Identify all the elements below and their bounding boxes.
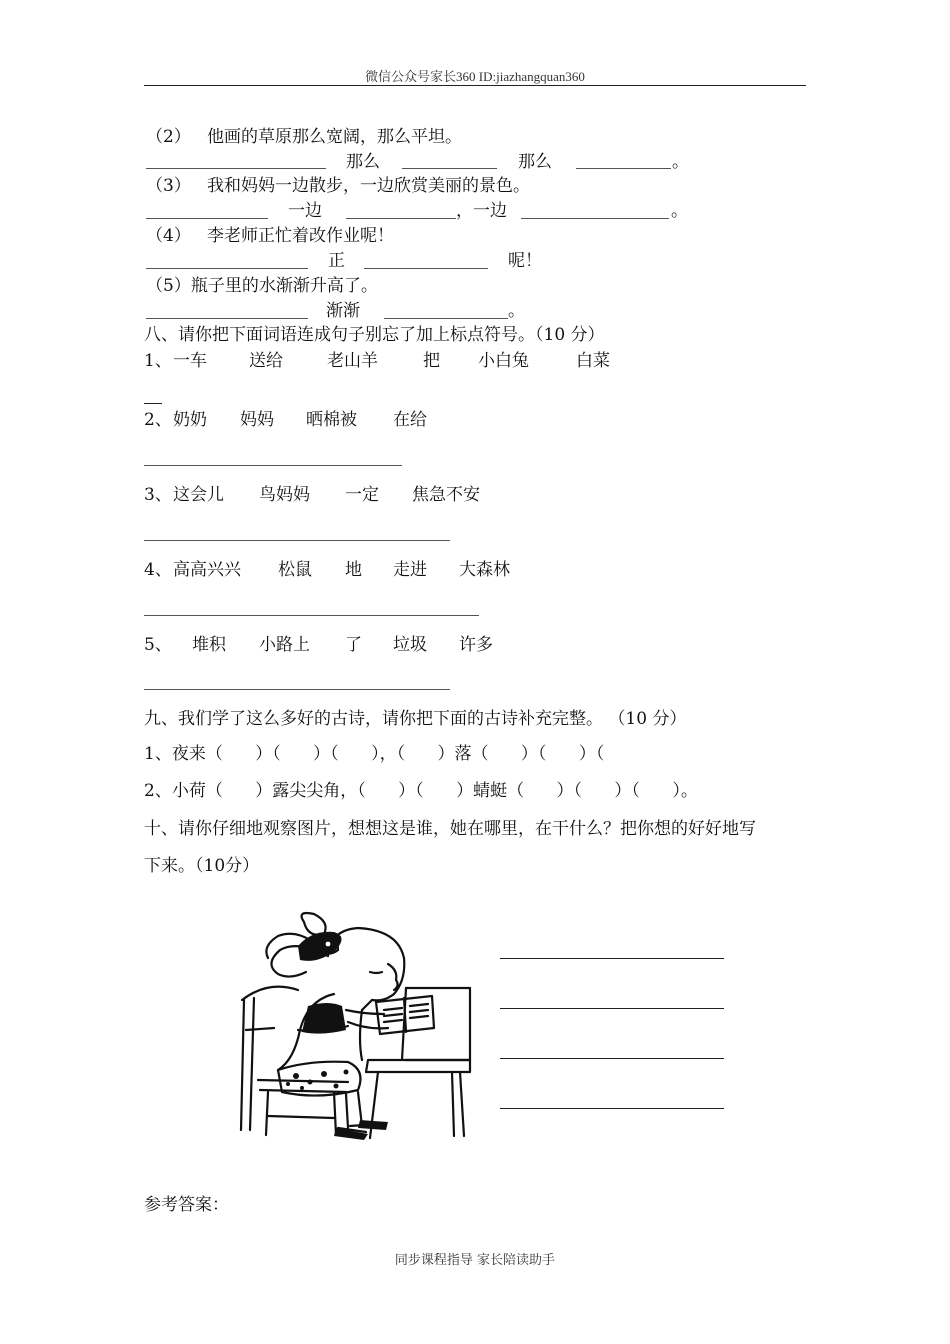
q8-5-word: 了 bbox=[345, 635, 362, 655]
q8-3-word: 焦急不安 bbox=[412, 485, 480, 505]
page-footer: 同步课程指导 家长陪读助手 bbox=[394, 1253, 556, 1268]
q8-1-word: 老山羊 bbox=[327, 351, 378, 371]
q8-5-word: 垃圾 bbox=[393, 635, 427, 655]
q8-2-answer-line[interactable] bbox=[144, 465, 402, 466]
q8-1-word: 白菜 bbox=[576, 351, 610, 371]
q8-2-word: 在给 bbox=[393, 410, 427, 430]
writing-line-3[interactable] bbox=[500, 1058, 724, 1059]
q8-3-answer-line[interactable] bbox=[144, 540, 450, 541]
section-9-title: 九、我们学了这么多好的古诗，请你把下面的古诗补充完整。 （10 分） bbox=[144, 709, 687, 729]
q7-3-end: 。 bbox=[671, 201, 688, 221]
q8-3-word: 这会儿 bbox=[173, 485, 224, 505]
section-8-title: 八、请你把下面词语连成句子别忘了加上标点符号。（10 分） bbox=[144, 325, 605, 345]
q7-2-blank-1[interactable] bbox=[146, 168, 326, 169]
q7-4-prompt: （4） 李老师正忙着改作业呢！ bbox=[146, 226, 395, 246]
q8-4-word: 高高兴兴 bbox=[173, 560, 241, 580]
q7-3-prompt: （3） 我和妈妈一边散步，一边欣赏美丽的景色。 bbox=[146, 176, 531, 196]
q8-1-num: 1、 bbox=[144, 351, 172, 371]
q8-1-word: 一车 bbox=[173, 351, 207, 371]
q8-4-word: 走进 bbox=[393, 560, 427, 580]
q8-4-answer-line[interactable] bbox=[144, 615, 479, 616]
q8-3-word: 鸟妈妈 bbox=[259, 485, 310, 505]
q7-5-end: 。 bbox=[508, 301, 525, 321]
q7-4-word-1: 正 bbox=[328, 251, 345, 271]
q8-2-num: 2、 bbox=[144, 410, 172, 430]
q8-5-word: 堆积 bbox=[192, 635, 226, 655]
writing-line-2[interactable] bbox=[500, 1008, 724, 1009]
q7-3-blank-1[interactable] bbox=[146, 218, 268, 219]
q7-3-blank-3[interactable] bbox=[521, 218, 669, 219]
q8-4-num: 4、 bbox=[144, 560, 172, 580]
writing-line-1[interactable] bbox=[500, 958, 724, 959]
q7-2-prompt: （2） 他画的草原那么宽阔，那么平坦。 bbox=[146, 127, 463, 147]
section-10-title-cont: 下来。（10分） bbox=[144, 856, 260, 876]
section-10-title: 十、请你仔细地观察图片，想想这是谁，她在哪里，在干什么？把你想的好好地写 bbox=[144, 819, 756, 839]
answers-label: 参考答案： bbox=[144, 1195, 229, 1215]
q9-2-line[interactable]: 2、小荷（ ）露尖尖角，（ ）（ ）蜻蜓（ ）（ ）（ ）。 bbox=[144, 781, 698, 801]
q8-5-answer-line[interactable] bbox=[144, 689, 450, 690]
writing-line-4[interactable] bbox=[500, 1108, 724, 1109]
q8-4-word: 地 bbox=[345, 560, 362, 580]
q7-5-prompt: （5）瓶子里的水渐渐升高了。 bbox=[146, 276, 378, 296]
q7-5-word-1: 渐渐 bbox=[326, 301, 360, 321]
q8-5-word: 小路上 bbox=[259, 635, 310, 655]
girl-reading-illustration bbox=[238, 910, 482, 1148]
q8-2-word: 奶奶 bbox=[173, 410, 207, 430]
q7-2-word-2: 那么 bbox=[518, 152, 552, 172]
q8-4-word: 大森林 bbox=[459, 560, 510, 580]
q8-1-word: 送给 bbox=[249, 351, 283, 371]
q8-3-num: 3、 bbox=[144, 485, 172, 505]
q8-2-word: 妈妈 bbox=[240, 410, 274, 430]
q8-4-word: 松鼠 bbox=[278, 560, 312, 580]
q7-2-blank-2[interactable] bbox=[402, 168, 497, 169]
q7-4-word-2: 呢！ bbox=[508, 251, 542, 271]
q7-5-blank-1[interactable] bbox=[146, 318, 308, 319]
q8-5-word: 许多 bbox=[459, 635, 493, 655]
q8-2-word: 晒棉被 bbox=[306, 410, 357, 430]
q8-1-answer-line[interactable] bbox=[144, 403, 162, 404]
header-rule bbox=[144, 85, 806, 86]
q7-3-word-1: 一边 bbox=[288, 201, 322, 221]
page-header: 微信公众号家长360 ID:jiazhangquan360 bbox=[365, 69, 585, 84]
q7-2-blank-3[interactable] bbox=[576, 168, 671, 169]
q7-4-blank-1[interactable] bbox=[146, 268, 308, 269]
q9-1-line[interactable]: 1、夜来（ ）（ ）（ ），（ ）落（ ）（ ）（ bbox=[144, 744, 605, 764]
q8-1-word: 小白兔 bbox=[478, 351, 529, 371]
q8-1-word: 把 bbox=[423, 351, 440, 371]
q7-2-word-1: 那么 bbox=[346, 152, 380, 172]
q8-3-word: 一定 bbox=[345, 485, 379, 505]
q7-3-blank-2[interactable] bbox=[346, 218, 456, 219]
q7-5-blank-2[interactable] bbox=[384, 318, 508, 319]
q7-4-blank-2[interactable] bbox=[364, 268, 488, 269]
q7-2-end: 。 bbox=[672, 152, 689, 172]
q7-3-word-2: ，一边 bbox=[456, 201, 507, 221]
q8-5-num: 5、 bbox=[144, 635, 172, 655]
